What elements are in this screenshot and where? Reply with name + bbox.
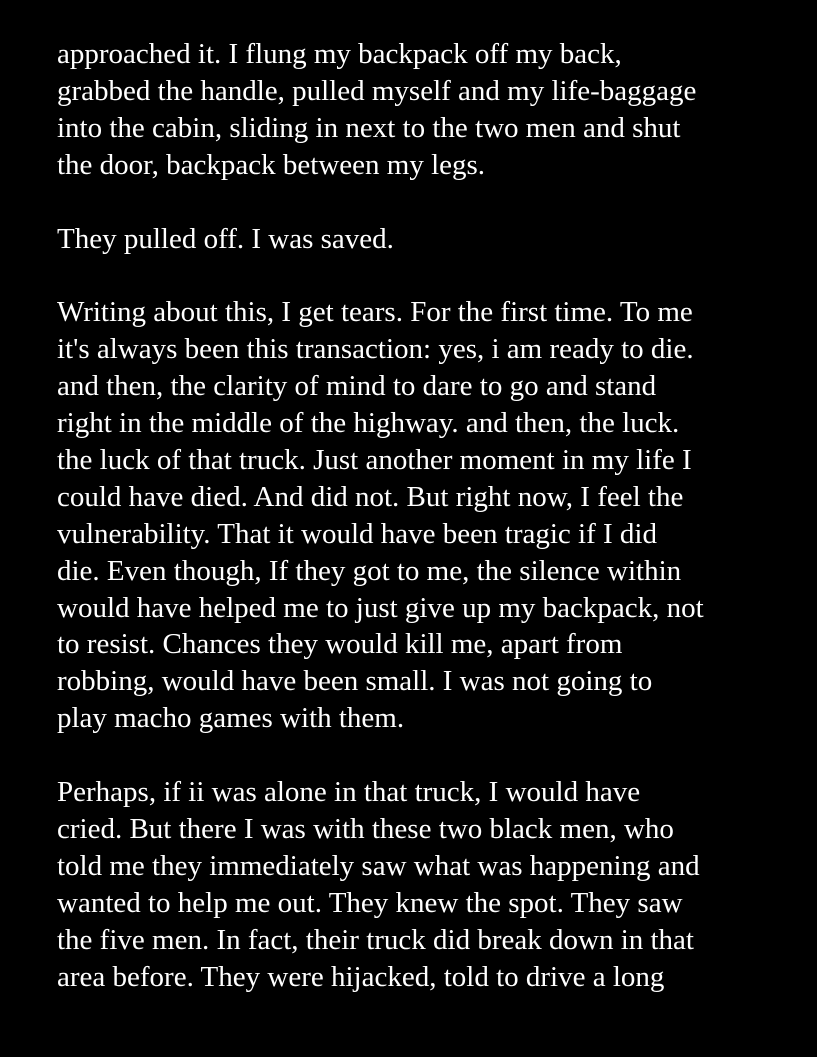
text-line: told me they immediately saw what was happening and — [57, 849, 700, 882]
paragraph-1 — [57, 36, 807, 184]
text-line: robbing, would have been small. I was not going to — [57, 665, 653, 698]
text-line: area before. They were hijacked, told to drive a long — [57, 960, 665, 993]
paragraph-4 — [57, 774, 807, 995]
text-line: vulnerability. That it would have been tragic if I did — [57, 517, 657, 550]
text-line: right in the middle of the highway. and then, the luck. — [57, 407, 680, 440]
text-line: Writing about this, I get tears. For the first time. To me — [57, 296, 693, 329]
document-page — [57, 36, 807, 1032]
paragraph-3 — [57, 294, 807, 737]
text-line: and then, the clarity of mind to dare to go and stand — [57, 370, 657, 403]
text-line: wanted to help me out. They knew the spot. They saw — [57, 886, 683, 919]
text-line: They pulled off. I was saved. — [57, 222, 394, 255]
text-line: cried. But there I was with these two black men, who — [57, 812, 674, 845]
paragraph-2 — [57, 221, 807, 258]
text-line: die. Even though, If they got to me, the silence within — [57, 554, 682, 587]
text-line: the door, backpack between my legs. — [57, 148, 486, 181]
text-line: to resist. Chances they would kill me, apart from — [57, 628, 623, 661]
text-line: it's always been this transaction: yes, i am ready to die. — [57, 333, 694, 366]
text-line: play macho games with them. — [57, 702, 405, 735]
text-line: grabbed the handle, pulled myself and my life-baggage — [57, 74, 697, 107]
text-line: approached it. I flung my backpack off my back, — [57, 38, 622, 70]
text-line: the luck of that truck. Just another moment in my life I — [57, 443, 692, 476]
text-line: would have helped me to just give up my backpack, not — [57, 591, 704, 624]
text-line: into the cabin, sliding in next to the two men and shut — [57, 111, 681, 144]
text-line: the five men. In fact, their truck did break down in that — [57, 923, 694, 956]
text-line: could have died. And did not. But right now, I feel the — [57, 480, 684, 513]
text-line: Perhaps, if ii was alone in that truck, I would have — [57, 776, 641, 809]
